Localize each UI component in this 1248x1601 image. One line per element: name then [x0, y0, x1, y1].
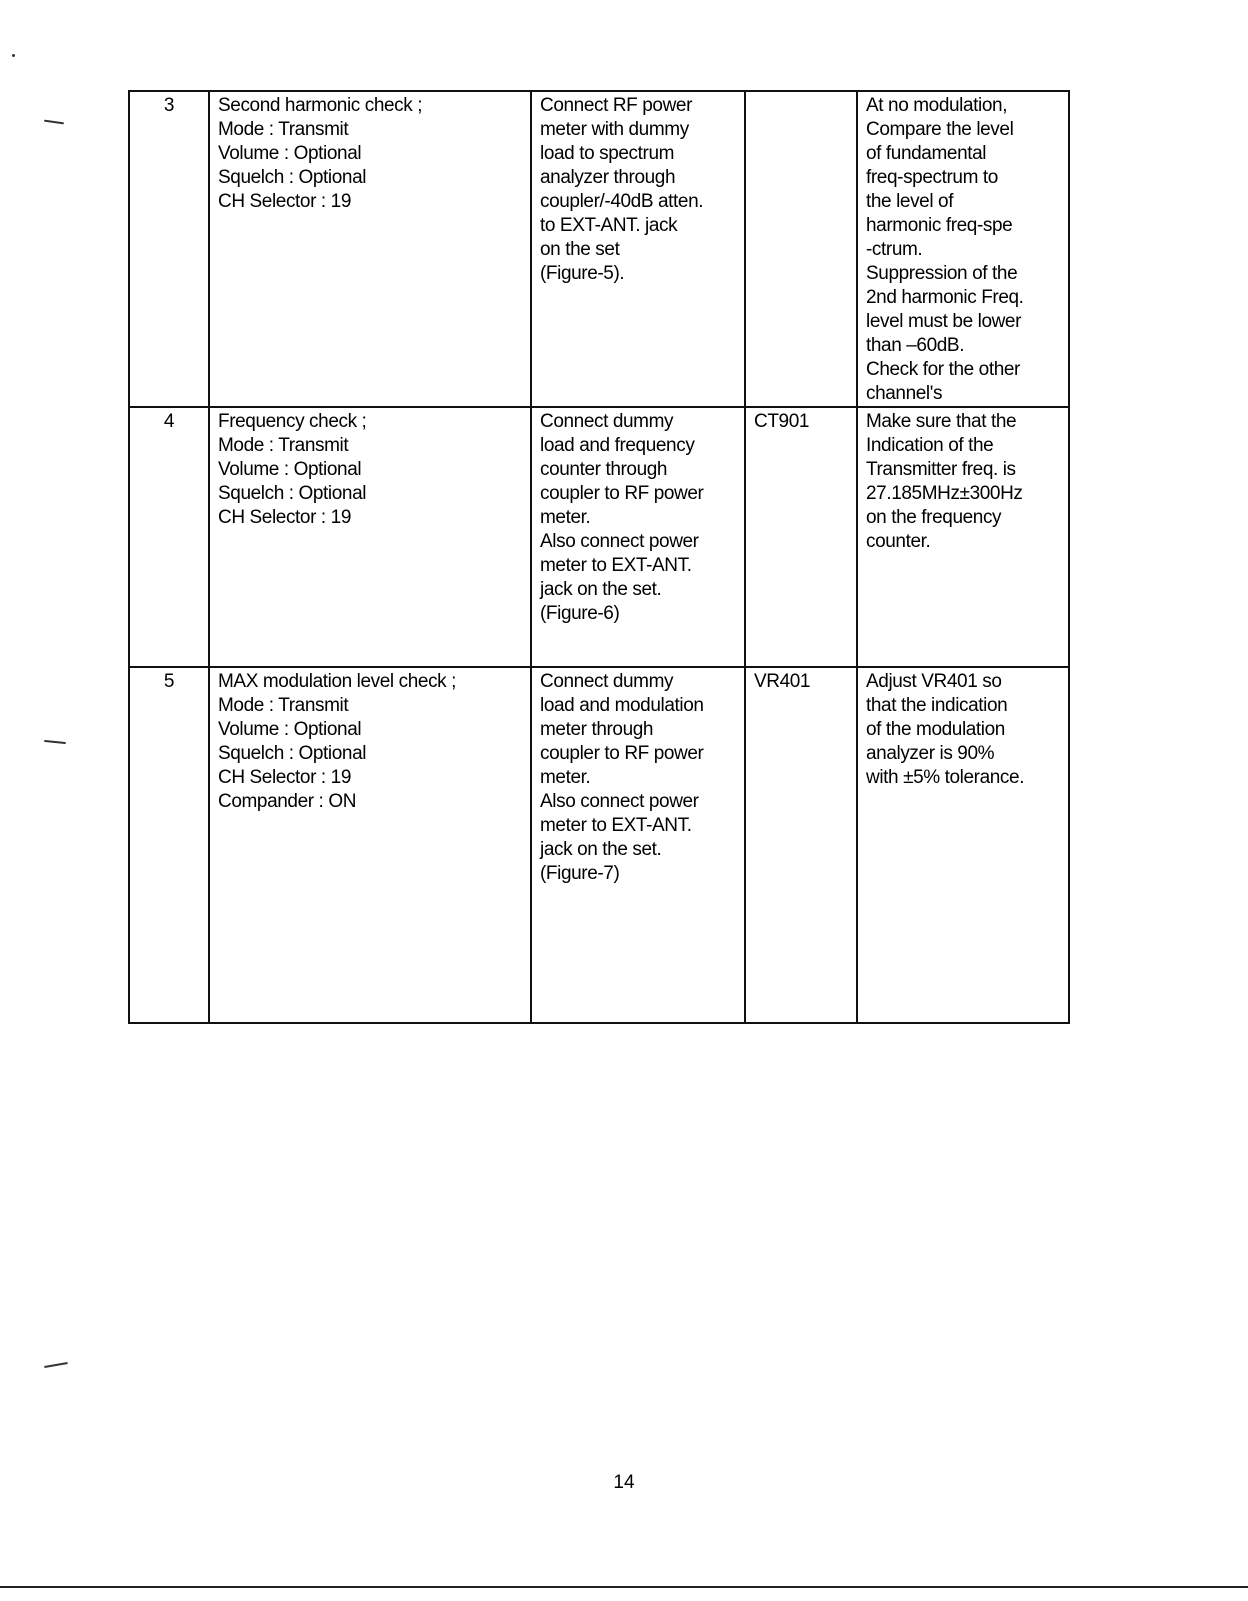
- step-number-cell: 4: [129, 407, 209, 667]
- test-item-cell: MAX modulation level check ; Mode : Transmit Volume : Optional Squelch : Optional CH Selector : 19 Compander : ON: [209, 667, 531, 1023]
- test-item-cell: Frequency check ; Mode : Transmit Volume : Optional Squelch : Optional CH Selector : 19: [209, 407, 531, 667]
- adjust-point-cell: VR401: [745, 667, 857, 1023]
- margin-mark: [44, 1362, 68, 1368]
- test-item-cell: Second harmonic check ; Mode : Transmit Volume : Optional Squelch : Optional CH Selector : 19: [209, 91, 531, 407]
- table-row: [129, 667, 1069, 1023]
- alignment-procedure-table: [128, 90, 1070, 1024]
- alignment-cell: Adjust VR401 so that the indication of the modulation analyzer is 90% with ±5% tolerance.: [857, 667, 1069, 1023]
- alignment-cell: Make sure that the Indication of the Transmitter freq. is 27.185MHz±300Hz on the frequency counter.: [857, 407, 1069, 667]
- step-number-cell: 5: [129, 667, 209, 1023]
- adjust-point-cell: [745, 91, 857, 407]
- margin-mark: [44, 120, 64, 125]
- alignment-cell: At no modulation, Compare the level of fundamental freq-spectrum to the level of harmonic freq-spe -ctrum. Suppression of the 2nd harmonic Freq. level must be lower than –60dB. Check for the other channel's: [857, 91, 1069, 407]
- step-number-cell: 3: [129, 91, 209, 407]
- margin-mark: [44, 740, 66, 744]
- table-row: [129, 407, 1069, 667]
- scan-speck: [12, 54, 15, 57]
- table-row: [129, 91, 1069, 407]
- connection-cell: Connect RF power meter with dummy load to spectrum analyzer through coupler/-40dB atten. to EXT-ANT. jack on the set (Figure-5).: [531, 91, 745, 407]
- page-number: 14: [613, 1472, 635, 1493]
- adjust-point-cell: CT901: [745, 407, 857, 667]
- connection-cell: Connect dummy load and frequency counter through coupler to RF power meter. Also connect power meter to EXT-ANT. jack on the set. (Figure-6): [531, 407, 745, 667]
- bottom-rule: [0, 1586, 1248, 1588]
- connection-cell: Connect dummy load and modulation meter through coupler to RF power meter. Also connect power meter to EXT-ANT. jack on the set. (Figure-7): [531, 667, 745, 1023]
